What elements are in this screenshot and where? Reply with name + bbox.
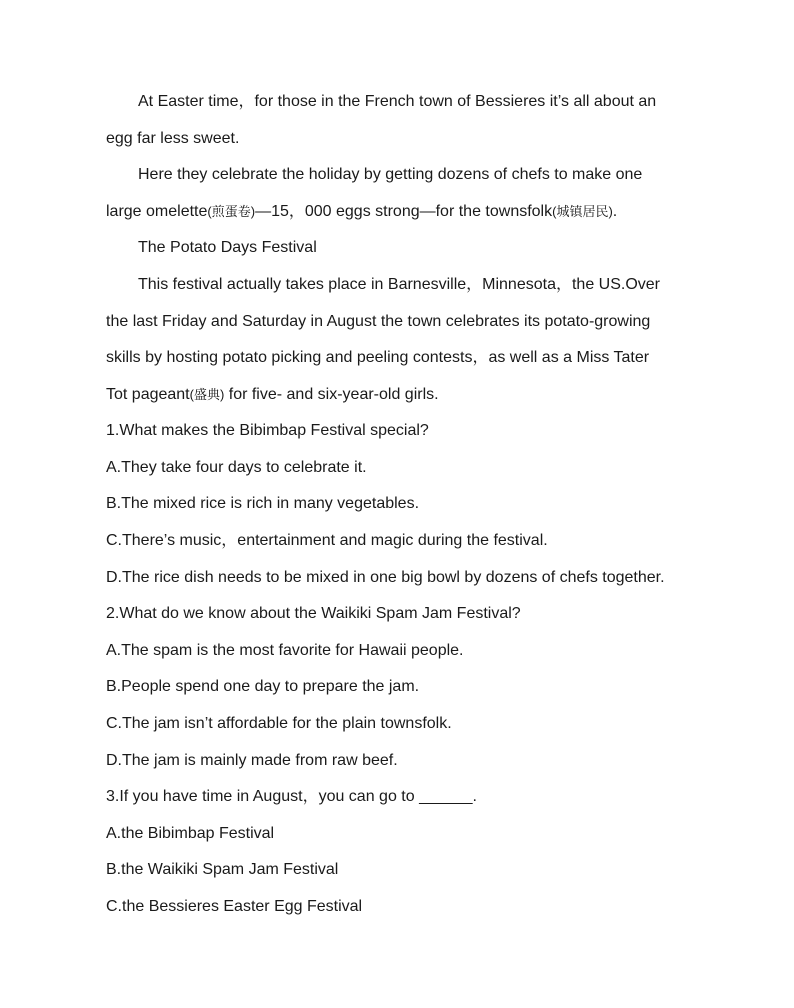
text-fragment: .: [612, 203, 618, 220]
answer-option: B.People spend one day to prepare the jam.: [106, 678, 420, 695]
text-fragment: large omelette: [106, 203, 208, 220]
chinese-gloss: (煎蛋卷): [207, 204, 256, 219]
text-fragment: Tot pageant: [106, 386, 190, 403]
chinese-gloss: (城镇居民): [552, 204, 613, 219]
paragraph-line: [106, 202, 617, 222]
question-stem: 1.What makes the Bibimbap Festival special?: [106, 422, 429, 439]
text-fragment: for five- and six-year-old girls.: [224, 386, 439, 403]
answer-option: C.The jam isn’t affordable for the plain townsfolk.: [106, 715, 452, 732]
chinese-gloss: (盛典): [189, 387, 225, 402]
section-heading: The Potato Days Festival: [138, 239, 317, 256]
answer-option: C.the Bessieres Easter Egg Festival: [106, 898, 363, 915]
answer-option: D.The jam is mainly made from raw beef.: [106, 752, 398, 769]
paragraph-line: skills by hosting potato picking and peeling contests，as well as a Miss Tater: [106, 349, 650, 366]
paragraph-line: egg far less sweet.: [106, 130, 240, 147]
paragraph-line: At Easter time，for those in the French town of Bessieres it’s all about an: [138, 93, 657, 110]
answer-option: A.the Bibimbap Festival: [106, 825, 275, 842]
answer-option: B.the Waikiki Spam Jam Festival: [106, 861, 339, 878]
answer-option: A.The spam is the most favorite for Hawaii people.: [106, 642, 464, 659]
question-stem: 3.If you have time in August，you can go to ______.: [106, 788, 477, 805]
answer-option: A.They take four days to celebrate it.: [106, 459, 367, 476]
answer-option: D.The rice dish needs to be mixed in one big bowl by dozens of chefs together.: [106, 569, 665, 586]
answer-option: B.The mixed rice is rich in many vegetables.: [106, 495, 420, 512]
answer-option: C.There’s music，entertainment and magic during the festival.: [106, 532, 548, 549]
paragraph-line: Here they celebrate the holiday by getting dozens of chefs to make one: [138, 166, 643, 183]
paragraph-line: This festival actually takes place in Barnesville，Minnesota，the US.Over: [138, 276, 661, 293]
question-stem: 2.What do we know about the Waikiki Spam Jam Festival?: [106, 605, 521, 622]
paragraph-line: [106, 385, 439, 405]
paragraph-line: the last Friday and Saturday in August the town celebrates its potato-growing: [106, 313, 651, 330]
text-fragment: —15，000 eggs strong—for the townsfolk: [255, 203, 553, 220]
